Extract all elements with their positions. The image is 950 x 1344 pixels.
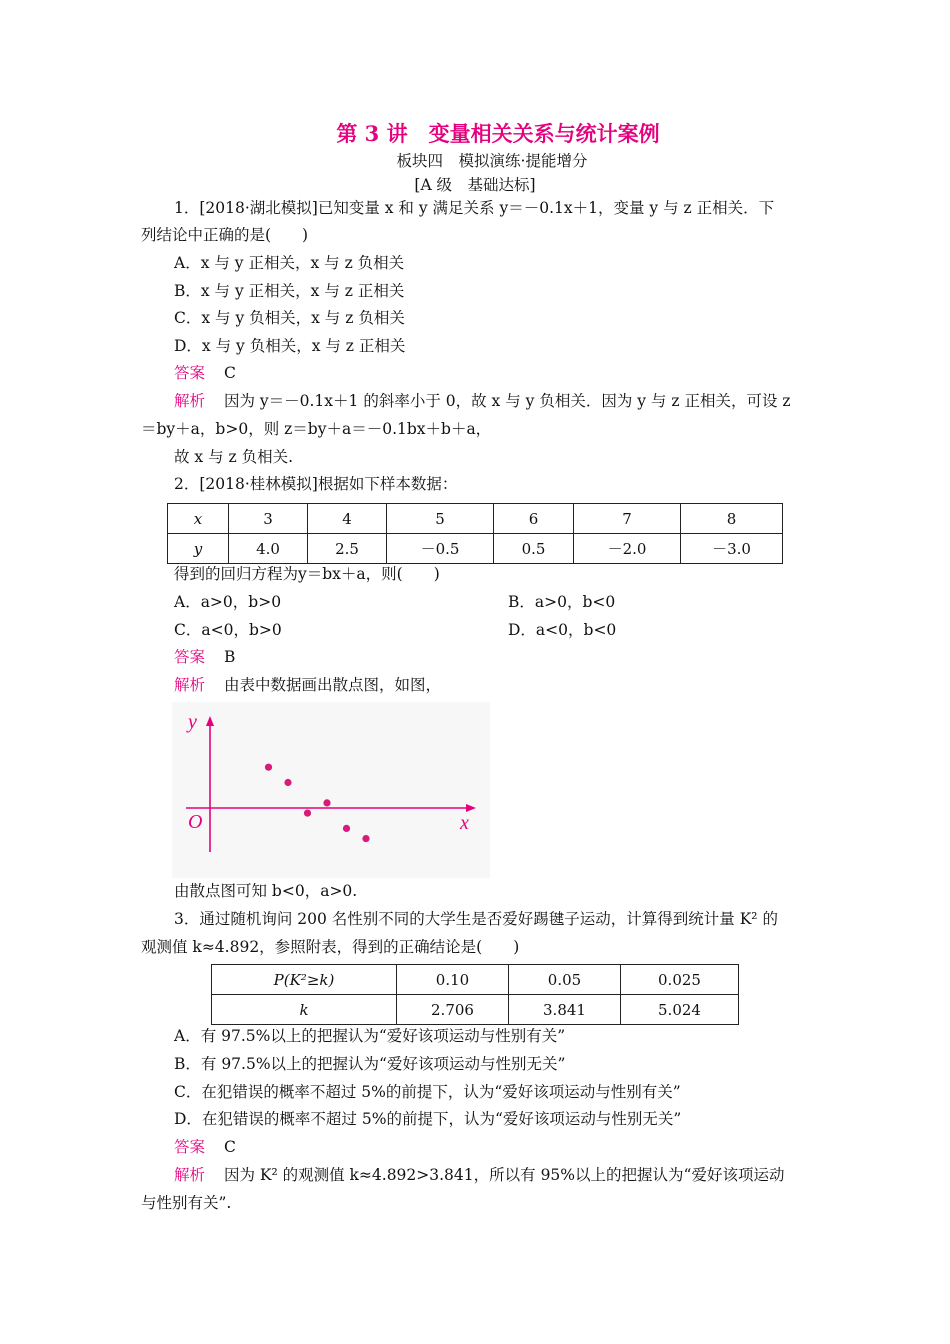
q2-option-c: C．a<0，b>0 xyxy=(174,621,282,639)
page-title: 第 3 讲 变量相关关系与统计案例 xyxy=(336,121,660,146)
y-axis-label: y xyxy=(188,711,197,733)
table-cell: 5 xyxy=(387,504,494,534)
table-cell: －0.5 xyxy=(387,534,494,564)
analysis-label: 解析 xyxy=(174,676,206,694)
q2-analysis xyxy=(174,675,441,695)
scatter-plot xyxy=(172,702,490,878)
answer-value: B xyxy=(223,648,236,666)
q3-answer-row xyxy=(174,1137,236,1157)
scatter-point xyxy=(343,825,350,832)
q2-data-table xyxy=(167,503,783,564)
scatter-point xyxy=(323,799,330,806)
table-cell: k xyxy=(212,995,397,1025)
analysis-text: 由表中数据画出散点图，如图， xyxy=(223,676,441,694)
table-cell: 5.024 xyxy=(621,995,739,1025)
q3-option-d: D．在犯错误的概率不超过 5%的前提下，认为“爱好该项运动与性别无关” xyxy=(174,1110,682,1128)
q1-analysis-line3: 故 x 与 z 负相关. xyxy=(174,448,294,466)
scatter-point xyxy=(265,764,272,771)
q3-analysis-line1 xyxy=(174,1165,784,1185)
q2-option-b: B．a>0，b<0 xyxy=(508,593,616,611)
q2-option-d: D．a<0，b<0 xyxy=(508,621,617,639)
plot-background xyxy=(172,702,490,878)
q3-stem-line1: 3．通过随机询问 200 名性别不同的大学生是否爱好踢毽子运动，计算得到统计量 K² 的 xyxy=(174,910,778,928)
level-title: [A 级 基础达标] xyxy=(414,176,536,194)
q1-answer-row xyxy=(174,363,236,383)
q2-option-a: A．a>0，b>0 xyxy=(174,593,282,611)
q2-stem: 2．[2018·桂林模拟]根据如下样本数据： xyxy=(174,475,458,493)
analysis-label: 解析 xyxy=(174,392,206,410)
q1-analysis-line2: ＝by＋a，b>0，则 z＝by＋a＝－0.1bx＋b＋a， xyxy=(141,420,492,438)
table-cell: 3.841 xyxy=(509,995,621,1025)
table-cell: 4.0 xyxy=(229,534,308,564)
table-cell: 3 xyxy=(229,504,308,534)
table-cell: 0.05 xyxy=(509,965,621,995)
table-cell: 0.5 xyxy=(494,534,574,564)
q2-conclusion: 由散点图可知 b<0，a>0. xyxy=(174,882,358,900)
answer-value: C xyxy=(223,364,236,382)
q2-answer-row xyxy=(174,647,235,667)
q2-after-table: 得到的回归方程为y＝bx＋a，则( ) xyxy=(174,565,440,583)
table-cell: －3.0 xyxy=(681,534,783,564)
table-cell: －2.0 xyxy=(574,534,681,564)
table-row xyxy=(168,534,783,564)
table-cell: 2.5 xyxy=(308,534,387,564)
answer-label: 答案 xyxy=(174,364,206,382)
table-cell: 4 xyxy=(308,504,387,534)
table-cell: 8 xyxy=(681,504,783,534)
q3-stem-line2: 观测值 k≈4.892，参照附表，得到的正确结论是( ) xyxy=(141,938,520,956)
table-cell: 7 xyxy=(574,504,681,534)
scatter-point xyxy=(304,810,311,817)
table-cell: 2.706 xyxy=(397,995,509,1025)
q3-option-c: C．在犯错误的概率不超过 5%的前提下，认为“爱好该项运动与性别有关” xyxy=(174,1083,681,1101)
table-cell: y xyxy=(168,534,229,564)
q3-option-b: B．有 97.5%以上的把握认为“爱好该项运动与性别无关” xyxy=(174,1055,566,1073)
table-cell: 0.10 xyxy=(397,965,509,995)
q1-stem-line2: 列结论中正确的是( ) xyxy=(141,226,309,244)
q1-option-c: C．x 与 y 负相关，x 与 z 负相关 xyxy=(174,309,405,327)
scatter-point xyxy=(284,779,291,786)
q3-option-a: A．有 97.5%以上的把握认为“爱好该项运动与性别有关” xyxy=(174,1027,566,1045)
table-row xyxy=(212,995,739,1025)
q1-stem-line1: 1．[2018·湖北模拟]已知变量 x 和 y 满足关系 y＝－0.1x＋1，变量 y 与 z 正相关．下 xyxy=(174,199,775,217)
q3-critical-value-table xyxy=(211,964,739,1025)
analysis-text: 因为 y＝－0.1x＋1 的斜率小于 0，故 x 与 y 负相关．因为 y 与 z 正相关，可设 z xyxy=(223,392,791,410)
q1-option-b: B．x 与 y 正相关，x 与 z 正相关 xyxy=(174,282,405,300)
table-cell: 6 xyxy=(494,504,574,534)
answer-label: 答案 xyxy=(174,648,206,666)
answer-value: C xyxy=(223,1138,236,1156)
table-row xyxy=(212,965,739,995)
q1-option-d: D．x 与 y 负相关，x 与 z 正相关 xyxy=(174,337,406,355)
table-cell: x xyxy=(168,504,229,534)
answer-label: 答案 xyxy=(174,1138,206,1156)
section-title: 板块四 模拟演练·提能增分 xyxy=(396,152,588,170)
q1-option-a: A．x 与 y 正相关，x 与 z 负相关 xyxy=(174,254,405,272)
origin-label: O xyxy=(188,811,203,833)
table-cell: P(K²≥k) xyxy=(212,965,397,995)
table-row xyxy=(168,504,783,534)
q3-analysis-line2: 与性别有关”. xyxy=(141,1194,232,1212)
scatter-point xyxy=(362,835,369,842)
analysis-text: 因为 K² 的观测值 k≈4.892>3.841，所以有 95%以上的把握认为“爱好该项运动 xyxy=(223,1166,785,1184)
table-cell: 0.025 xyxy=(621,965,739,995)
analysis-label: 解析 xyxy=(174,1166,206,1184)
q1-analysis-line1 xyxy=(174,391,791,411)
x-axis-label: x xyxy=(460,812,469,834)
